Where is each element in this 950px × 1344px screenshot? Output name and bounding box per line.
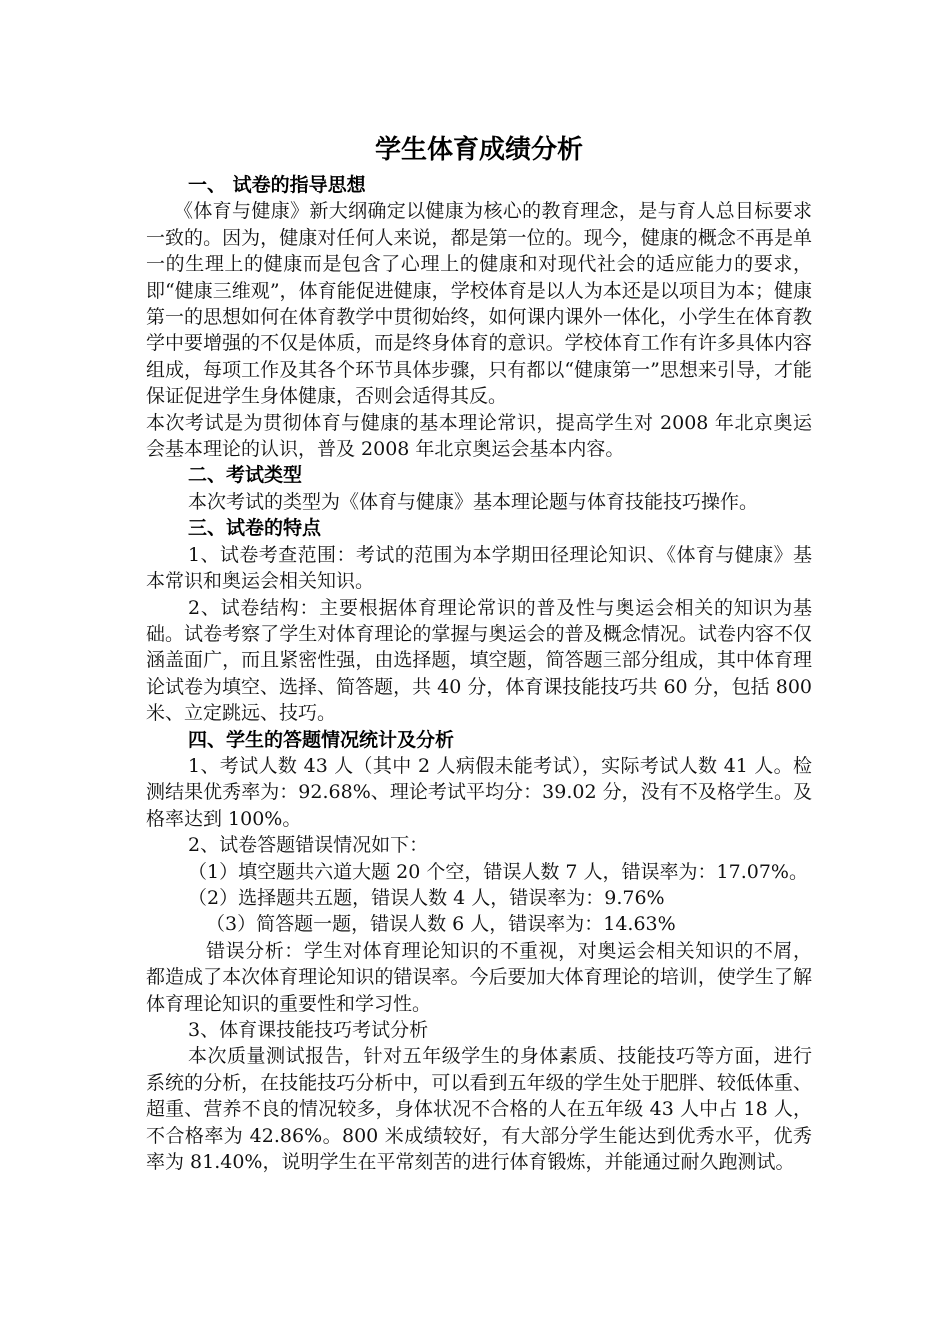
paragraph-error-analysis: 错误分析：学生对体育理论知识的不重视，对奥运会相关知识的不屑，都造成了本次体育理论知识的错误率。今后要加大体育理论的培训，使学生了解体育理论知识的重要性和学习性。 [146,939,812,1015]
paragraph-error-short-answer: （3）简答题一题，错误人数 6 人，错误率为：14.63% [206,913,676,936]
paragraph-exam-count: 1、考试人数 43 人（其中 2 人病假未能考试），实际考试人数 41 人。检测结果优秀率为：92.68%、理论考试平均分：39.02 分，没有不及格学生。及格率达到 100%。 [146,754,812,830]
paragraph-paper-structure: 2、试卷结构：主要根据体育理论常识的普及性与奥运会相关的知识为基础。试卷考察了学生对体育理论的掌握与奥运会的普及概念情况。试卷内容不仅涵盖面广，而且紧密性强，由选择题，填空题，简答题三部分组成，其中体育理论试卷为填空、选择、简答题，共 40 分，体育课技能技巧共 60 分，包括 800 米、立定跳远、技巧。 [146,596,812,725]
document-body [146,128,812,1175]
paragraph-exam-purpose: 本次考试是为贯彻体育与健康的基本理论常识，提高学生对 2008 年北京奥运会基本理论的认识，普及 2008 年北京奥运会基本内容。 [146,411,812,461]
paragraph-exam-scope: 1、试卷考查范围：考试的范围为本学期田径理论知识、《体育与健康》基本常识和奥运会相关知识。 [146,543,812,593]
section-heading-exam-type: 二、考试类型 [188,464,303,487]
section-heading-answer-statistics: 四、学生的答题情况统计及分析 [188,728,455,751]
paragraph-guiding-idea: 《体育与健康》新大纲确定以健康为核心的教育理念，是与育人总目标要求一致的。因为，健康对任何人来说，都是第一位的。现今，健康的概念不再是单一的生理上的健康而是包含了心理上的健康和对现代社会的适应能力的要求，即“健康三维观”，体育能促进健康，学校体育是以人为本还是以项目为本；健康第一的思想如何在体育教学中贯彻始终，如何课内课外一体化，小学生在体育教学中要增强的不仅是体质，而是终身体育的意识。学校体育工作有许多具体内容组成，每项工作及其各个环节具体步骤，只有都以“健康第一”思想来引导，才能保证促进学生身体健康，否则会适得其反。 [146,200,812,408]
paragraph-skills-heading: 3、体育课技能技巧考试分析 [188,1019,429,1041]
paragraph-exam-type: 本次考试的类型为《体育与健康》基本理论题与体育技能技巧操作。 [188,490,759,513]
paragraph-skills-analysis: 本次质量测试报告，针对五年级学生的身体素质、技能技巧等方面，进行系统的分析，在技能技巧分析中，可以看到五年级的学生处于肥胖、较低体重、超重、营养不良的情况较多，身体状况不合格的人在五年级 43 人中占 18 人，不合格率为 42.86%。800 米成绩较好，有大部分学生能达到优秀水平，优秀率为 81.40%，说明学生在平常刻苦的进行体育锻炼，并能通过耐久跑测试。 [146,1045,812,1174]
section-heading-guiding-idea: 一、 试卷的指导思想 [188,174,366,196]
paragraph-error-choice: （2）选择题共五题，错误人数 4 人，错误率为：9.76% [188,886,665,909]
document-title: 学生体育成绩分析 [374,135,583,165]
paragraph-error-intro: 2、试卷答题错误情况如下： [188,834,429,857]
section-heading-paper-features: 三、试卷的特点 [188,517,322,540]
paragraph-error-fill-blank: （1）填空题共六道大题 20 个空，错误人数 7 人，错误率为：17.07%。 [188,860,808,883]
